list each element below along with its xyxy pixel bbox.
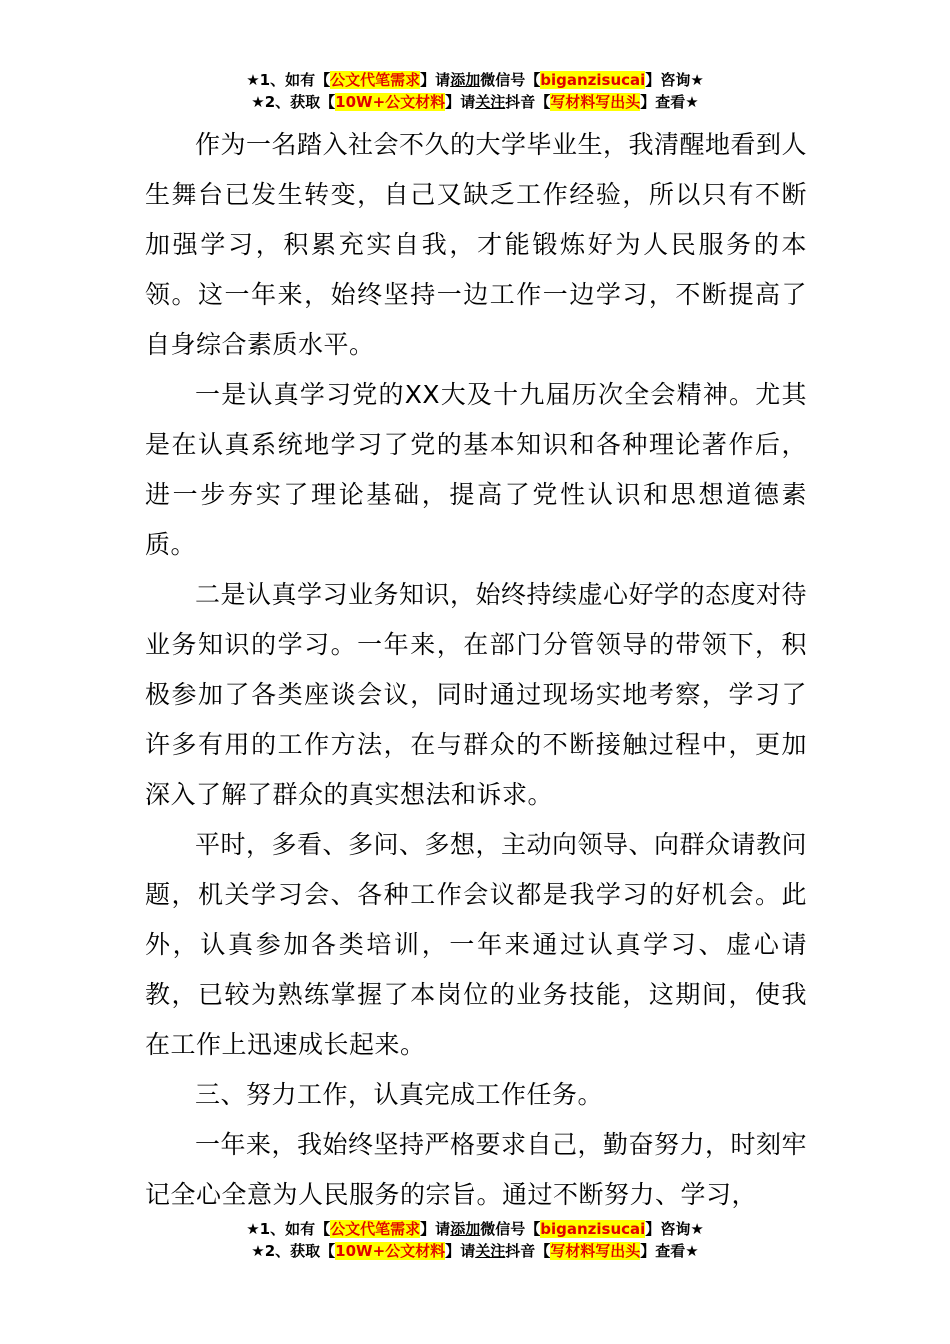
banner-text: 微信号: [480, 1220, 526, 1238]
paragraph: 二是认真学习业务知识，始终持续虚心好学的态度对待业务知识的学习。一年来，在部门分管领导的带领下，积极参加了各类座谈会议，同时通过现场实地考察，学习了许多有用的工作方法，在与群众的不断接触过程中，更加深入了解了群众的真实想法和诉求。: [145, 580, 808, 809]
banner-text: ★1、如有: [246, 1220, 316, 1238]
banner-highlight: biganzisucai: [540, 71, 646, 89]
header-banner: [0, 69, 950, 113]
bracket: 【: [525, 71, 541, 89]
banner-highlight: 10W+公文材料: [335, 1242, 446, 1260]
banner-text: 查看★: [655, 1242, 699, 1260]
bracket: 】: [640, 93, 656, 111]
bracket: 】: [445, 93, 461, 111]
document-body: [145, 120, 807, 1220]
banner-text: 咨询★: [660, 1220, 704, 1238]
banner-line-1: [0, 69, 950, 91]
banner-highlight: 公文代笔需求: [330, 71, 421, 89]
banner-text: 微信号: [480, 71, 526, 89]
banner-text: 抖音: [505, 1242, 536, 1260]
banner-text: ★2、获取: [251, 1242, 321, 1260]
bracket: 】: [640, 1242, 656, 1260]
bracket: 】: [420, 71, 436, 89]
bracket: 【: [315, 1220, 331, 1238]
bracket: 【: [535, 93, 551, 111]
paragraph: 作为一名踏入社会不久的大学毕业生，我清醒地看到人生舞台已发生转变，自己又缺乏工作经验，所以只有不断加强学习，积累充实自我，才能锻炼好为人民服务的本领。这一年来，始终坚持一边工作一边学习，不断提高了自身综合素质水平。: [145, 130, 808, 359]
banner-line-1: [0, 1218, 950, 1240]
footer-banner: [0, 1218, 950, 1262]
bracket: 【: [320, 1242, 336, 1260]
banner-highlight: biganzisucai: [540, 1220, 646, 1238]
bracket: 【: [525, 1220, 541, 1238]
paragraph: 一年来，我始终坚持严格要求自己，勤奋努力，时刻牢记全心全意为人民服务的宗旨。通过不断努力、学习，: [145, 1130, 808, 1209]
banner-text: 请: [460, 1242, 476, 1260]
banner-text: 请: [460, 93, 476, 111]
bracket: 【: [535, 1242, 551, 1260]
bracket: 】: [445, 1242, 461, 1260]
bracket: 】: [645, 1220, 661, 1238]
bracket: 【: [320, 93, 336, 111]
banner-highlight: 写材料写出头: [550, 1242, 641, 1260]
paragraph: 一是认真学习党的XX大及十九届历次全会精神。尤其是在认真系统地学习了党的基本知识和各种理论著作后，进一步夯实了理论基础，提高了党性认识和思想道德素质。: [145, 380, 807, 559]
bracket: 【: [315, 71, 331, 89]
bracket: 】: [645, 71, 661, 89]
paragraph: 平时，多看、多问、多想，主动向领导、向群众请教问题，机关学习会、各种工作会议都是我学习的好机会。此外，认真参加各类培训，一年来通过认真学习、虚心请教，已较为熟练掌握了本岗位的业务技能，这期间，使我在工作上迅速成长起来。: [145, 830, 808, 1059]
banner-line-2: [0, 91, 950, 113]
banner-text: ★1、如有: [246, 71, 316, 89]
banner-highlight: 10W+公文材料: [335, 93, 446, 111]
banner-text: ★2、获取: [251, 93, 321, 111]
banner-underlined: 添加: [450, 1220, 481, 1238]
banner-line-2: [0, 1240, 950, 1262]
banner-text: 请: [435, 71, 451, 89]
banner-highlight: 写材料写出头: [550, 93, 641, 111]
section-heading: 三、努力工作，认真完成工作任务。: [195, 1080, 604, 1109]
banner-text: 请: [435, 1220, 451, 1238]
banner-text: 查看★: [655, 93, 699, 111]
banner-text: 抖音: [505, 93, 536, 111]
bracket: 】: [420, 1220, 436, 1238]
banner-text: 咨询★: [660, 71, 704, 89]
banner-underlined: 关注: [475, 93, 506, 111]
banner-underlined: 添加: [450, 71, 481, 89]
banner-highlight: 公文代笔需求: [330, 1220, 421, 1238]
banner-underlined: 关注: [475, 1242, 506, 1260]
